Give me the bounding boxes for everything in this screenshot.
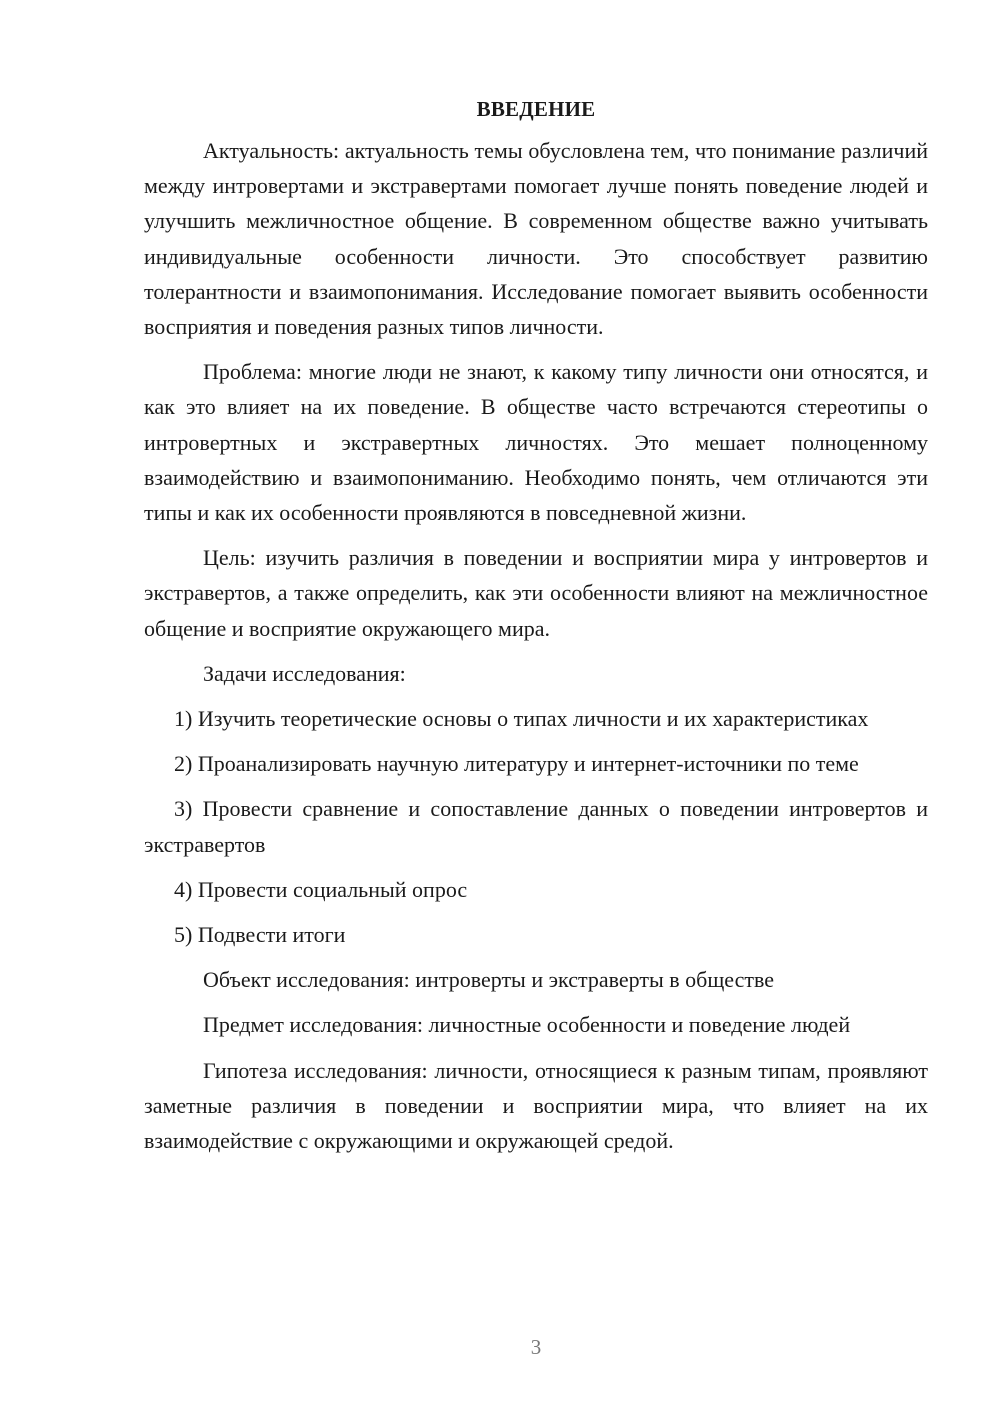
goal-paragraph: Цель: изучить различия в поведении и восприятии мира у интровертов и экстравертов, а также определить, как эти особенности влияют на межличностное общение и восприятие окружающего мира.: [144, 545, 928, 641]
task-item: 4) Провести социальный опрос: [174, 876, 468, 902]
page-number: 3: [530, 1335, 542, 1359]
page-title: ВВЕДЕНИЕ: [476, 97, 596, 121]
tasks-heading: Задачи исследования:: [203, 660, 406, 686]
task-item: 1) Изучить теоретические основы о типах личности и их характеристиках: [174, 706, 869, 732]
research-object: Объект исследования: интроверты и экстраверты в обществе: [203, 967, 774, 993]
task-item: 3) Провести сравнение и сопоставление данных о поведении интровертов и экстравертов: [144, 796, 928, 857]
research-hypothesis: Гипотеза исследования: личности, относящиеся к разным типам, проявляют заметные различия в поведении и восприятии мира, что влияет на их взаимодействие с окружающими и окружающей средой.: [144, 1057, 928, 1154]
relevance-paragraph: Актуальность: актуальность темы обусловлена тем, что понимание различий между интровертами и экстравертами помогает лучше понять поведение людей и улучшить межличностное общение. В современном обществе важно учитывать индивидуальные особенности личности. Это способствует развитию толерантности и взаимопонимания. Исследование помогает выявить особенности восприятия и поведения разных типов личности.: [144, 138, 928, 340]
research-subject: Предмет исследования: личностные особенности и поведение людей: [203, 1012, 851, 1038]
page-content: [144, 92, 928, 1158]
task-item: 5) Подвести итоги: [174, 922, 346, 948]
problem-paragraph: Проблема: многие люди не знают, к какому типу личности они относятся, и как это влияет на их поведение. В обществе часто встречаются стереотипы о интровертных и экстравертных личностях. Это мешает полноценному взаимодействию и взаимопониманию. Необходимо понять, чем отличаются эти типы и как их особенности проявляются в повседневной жизни.: [144, 359, 928, 526]
task-item: 2) Проанализировать научную литературу и интернет-источники по теме: [174, 751, 859, 777]
